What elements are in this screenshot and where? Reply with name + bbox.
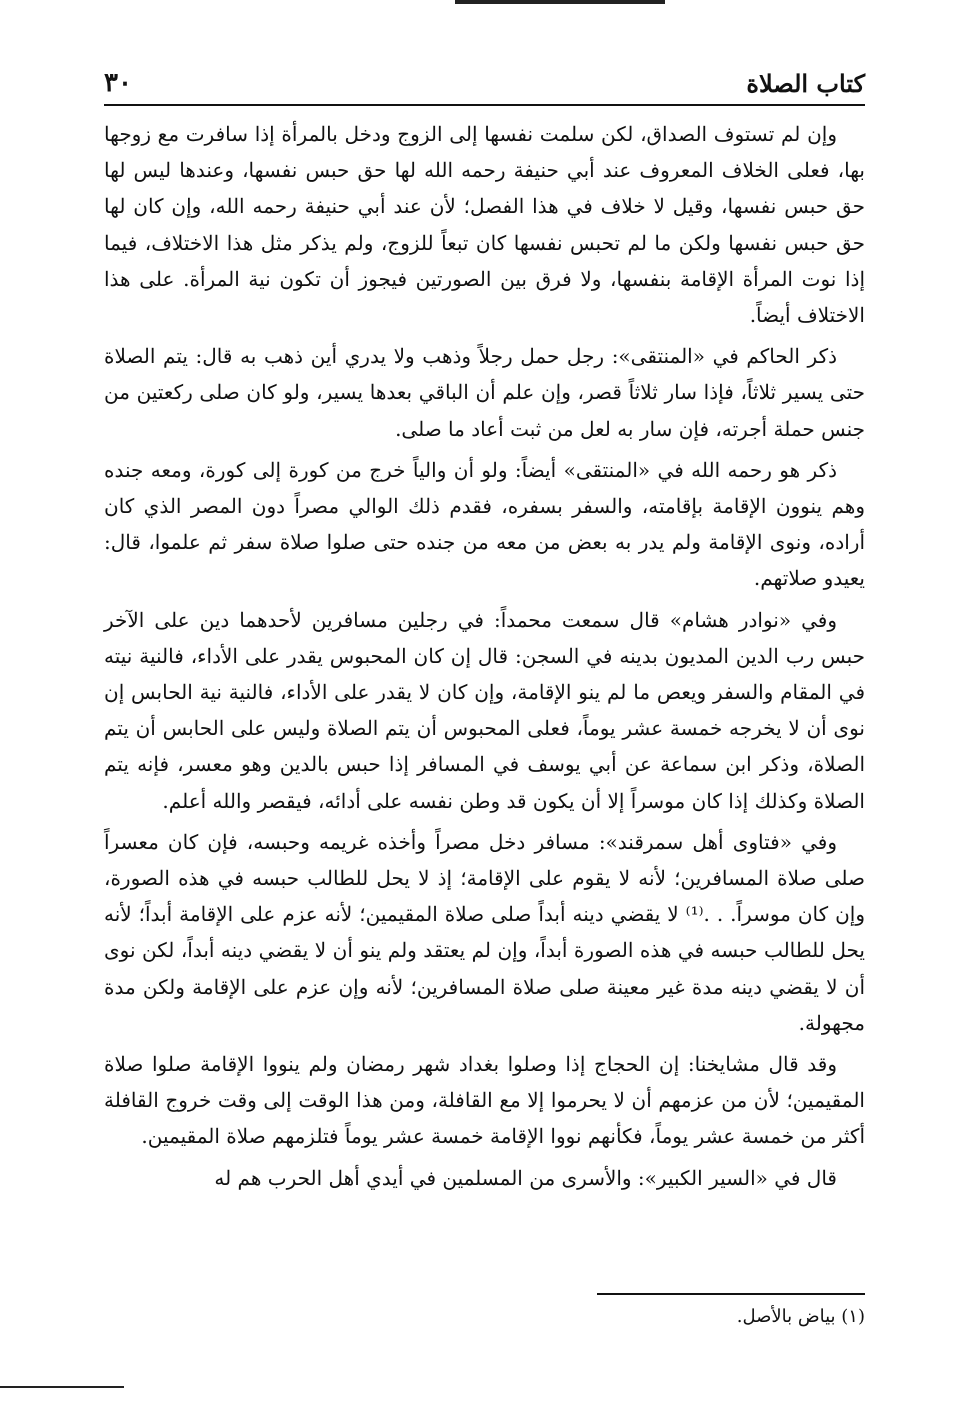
main-text [104,116,865,1201]
top-edge-mark [455,0,665,4]
bottom-edge-mark [0,1386,124,1388]
paragraph-3: ذكر هو رحمه الله في «المنتقى» أيضاً: ولو أن والياً خرج من كورة إلى كورة، ومعه جنده وهم ينوون الإقامة بإقامته، والسفر بسفره، فقدم ذلك الوالي مصراً دون المصر الذي كان أراده، ونوى الإقامة ولم يدر به بعض من معه من جنده حتى صلوا صلاة سفر ثم علموا، قال: يعيدو صلاتهم. [104,457,865,591]
footnote: (١) بياض بالأصل. [736,1306,865,1327]
paragraph-7: قال في «السير الكبير»: والأسرى من المسلمين في أيدي أهل الحرب هم له [214,1165,837,1190]
paragraph-4: وفي «نوادر هشام» قال سمعت محمداً: في رجلين مسافرين لأحدهما دين على الآخر حبس رب الدين المديون بدينه في السجن: قال إن كان المحبوس يقدر على الأداء، فالنية نيته في المقام والسفر ويعص ما لم ينو الإقامة، وإن كان لا يقدر على الأداء، فالنية نية الحابس إن نوى أن لا يخرجه خمسة عشر يوماً، فعلى المحبوس أن يتم الصلاة وليس على الحابس أن يتم الصلاة، وذكر ابن سماعة عن أبي يوسف في المسافر إذا حبس بالدين وهو معسر، فإنه يتم الصلاة وكذلك إذا كان موسراً إلا أن يكون قد وطن نفسه على أدائه، فيقصر والله أعلم. [104,607,865,813]
paragraph-5: وفي «فتاوى أهل سمرقند»: مسافر دخل مصراً وأخذه غريمه وحبسه، فإن كان معسراً صلى صلاة المسافرين؛ لأنه لا يقوم على الإقامة؛ إذ لا يحل للطالب حبسه في هذه الصورة، وإن كان موسراً. . .⁽¹⁾ لا يقضي دينه أبداً صلى صلاة المقيمين؛ لأنه عزم على الإقامة أبداً؛ لأنه يحل للطالب حبسه في هذه الصورة أبداً، وإن لم يعتقد ولم ينو أن لا يقضي دينه أبداً، لكن نوى أن لا يقضي دينه مدة غير معينة صلى صلاة المسافرين؛ لأنه وإن عزم على الإقامة ولكن مدة مجهولة. [104,829,866,1035]
paragraph-6: وقد قال مشايخنا: إن الحجاج إذا وصلوا بغداد شهر رمضان ولم ينووا الإقامة صلوا صلاة المقيمين؛ لأن من عزمهم أن لا يحرموا إلا مع القافلة، ومن هذا الوقت إلى وقت خروج القافلة أكثر من خمسة عشر يوماً، فكأنهم نووا الإقامة خمسة عشر يوماً فتلزمهم صلاة المقيمين. [104,1052,865,1149]
header-rule [104,104,865,106]
book-title: كتاب الصلاة [746,68,865,98]
footnote-rule [597,1293,865,1295]
page-number: ٣٠ [104,68,132,98]
paragraph-2: ذكر الحاكم في «المنتقى»: رجل حمل رجلاً وذهب ولا يدري أين ذهب به قال: يتم الصلاة حتى يسير ثلاثاً، فإذا سار ثلاثاً قصر، وإن علم أن الباقي بعدها يسير، ولو كان صلى ركعتين من جنس حملة أجرته، فإن سار به لعل من ثبت أعاد ما صلى. [104,344,865,441]
page-header [104,66,865,100]
paragraph-1: وإن لم تستوف الصداق، لكن سلمت نفسها إلى الزوج ودخل بالمرأة إذا سافرت مع زوجها بها، فعلى الخلاف المعروف عند أبي حنيفة رحمه الله لها حق حبس نفسها، وعندها ليس لها حق حبس نفسها، وقيل لا خلاف في هذا الفصل؛ لأن عند أبي حنيفة رحمه الله، وإن كان لها حق حبس نفسها ولكن ما لم تحبس نفسها كان تبعاً للزوج، ولم يذكر مثل هذا الاختلاف، فيما إذا نوت المرأة الإقامة بنفسها، ولا فرق بين الصورتين فيجوز أن تكون نية المرأة. على هذا الاختلاف أيضاً. [104,122,865,328]
